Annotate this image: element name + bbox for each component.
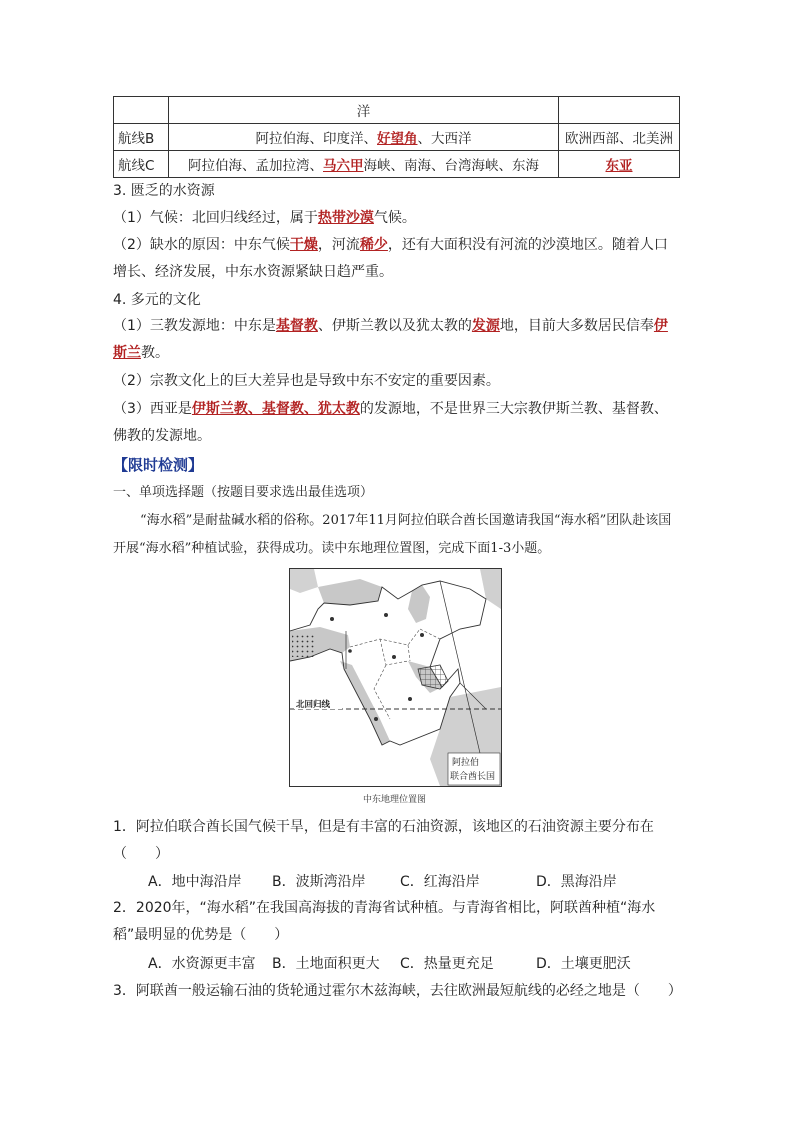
section-heading: 一、单项选择题（按题目要求选出最佳选项） [113, 485, 374, 500]
paragraph: （1）气候：北回归线经过，属于热带沙漠气候。 [113, 210, 416, 226]
route-destination: 欧洲西部、北美洲 [559, 124, 680, 151]
text-run: 、大西洋 [417, 131, 472, 147]
option-d[interactable]: D．黑海沿岸 [536, 874, 617, 890]
text-run: 海峡、南海、台湾海峡、东海 [363, 158, 539, 174]
answer-text: 伊斯兰教、基督教、犹太教 [191, 401, 360, 417]
paragraph: （1）三教发源地：中东是基督教、伊斯兰教以及犹太教的发源地，目前大多数居民信奉伊斯兰教。 [113, 318, 668, 361]
question-3: 3．阿联酋一般运输石油的货轮通过霍尔木兹海峡，去往欧洲最短航线的必经之地是（ ） [113, 983, 682, 999]
answer-text: 热带沙漠 [317, 210, 374, 226]
table-cell [114, 97, 169, 124]
question-2: 2．2020年，“海水稻”在我国高海拔的青海省试种植。与青海省相比，阿联酋种植“海水稻”最明显的优势是（ ） [113, 900, 656, 943]
options-row [148, 871, 617, 891]
option-c[interactable]: C．红海沿岸 [400, 874, 480, 890]
answer-text: 好望角 [377, 131, 418, 147]
route-path [169, 124, 559, 151]
text-run: 阿拉伯海、孟加拉湾、 [188, 158, 323, 174]
test-title: 【限时检测】 [113, 456, 204, 474]
question-1: 1．阿拉伯联合酋长国气候干旱，但是有丰富的石油资源，该地区的石油资源主要分布在（ ） [113, 819, 654, 862]
middle-east-map [289, 568, 502, 787]
caspian-sea [408, 585, 430, 623]
table-row [114, 151, 680, 178]
section-title: 4. 多元的文化 [113, 292, 201, 308]
text-run: 阿拉伯海、印度洋、 [255, 131, 377, 147]
paragraph: （3）西亚是伊斯兰教、基督教、犹太教的发源地，不是世界三大宗教伊斯兰教、基督教、佛教的发源地。 [113, 401, 668, 444]
route-destination: 东亚 [559, 151, 680, 178]
uae-label: 联合酋长国 [450, 772, 496, 782]
answer-text: 稀少 [359, 237, 388, 253]
map-caption: 中东地理位置图 [362, 795, 426, 805]
option-d[interactable]: D．土壤更肥沃 [536, 956, 631, 972]
map-graphic [290, 569, 501, 786]
answer-text: 干燥 [289, 237, 318, 253]
paragraph: （2）宗教文化上的巨大差异也是导致中东不安定的重要因素。 [113, 373, 500, 389]
table-cell: 洋 [169, 97, 559, 124]
table-cell [559, 97, 680, 124]
answer-text: 基督教 [275, 318, 318, 334]
paragraph: （2）缺水的原因：中东气候干燥，河流稀少，还有大面积没有河流的沙漠地区。随着人口增长、经济发展，中东水资源紧缺日趋严重。 [113, 237, 668, 280]
route-label: 航线C [114, 151, 169, 178]
answer-text: 马六甲 [323, 158, 364, 174]
route-label: 航线B [114, 124, 169, 151]
option-a[interactable]: A．地中海沿岸 [148, 874, 242, 890]
options-row [148, 953, 631, 973]
dotted-region [292, 635, 314, 657]
shipping-routes-table [113, 96, 680, 178]
option-b[interactable]: B．土地面积更大 [272, 956, 380, 972]
answer-text: 伊斯兰 [113, 318, 668, 361]
red-sea [340, 661, 390, 745]
table-row [114, 97, 680, 124]
option-a[interactable]: A．水资源更丰富 [148, 956, 256, 972]
uae-region [418, 665, 448, 689]
question-intro: “海水稻”是耐盐碱水稻的俗称。2017年11月阿拉伯联合酋长国邀请我国“海水稻”团队赴该国开展“海水稻”种植试验，获得成功。读中东地理位置图，完成下面1-3小题。 [113, 513, 672, 556]
black-sea [318, 579, 382, 605]
table-row [114, 124, 680, 151]
section-title: 3. 匮乏的水资源 [113, 183, 215, 199]
answer-text: 发源 [471, 318, 500, 334]
route-path [169, 151, 559, 178]
tropic-label: 北回归线 [296, 700, 331, 710]
option-c[interactable]: C．热量更充足 [400, 956, 494, 972]
option-b[interactable]: B．波斯湾沿岸 [272, 874, 366, 890]
uae-label: 阿拉伯 [452, 758, 480, 768]
